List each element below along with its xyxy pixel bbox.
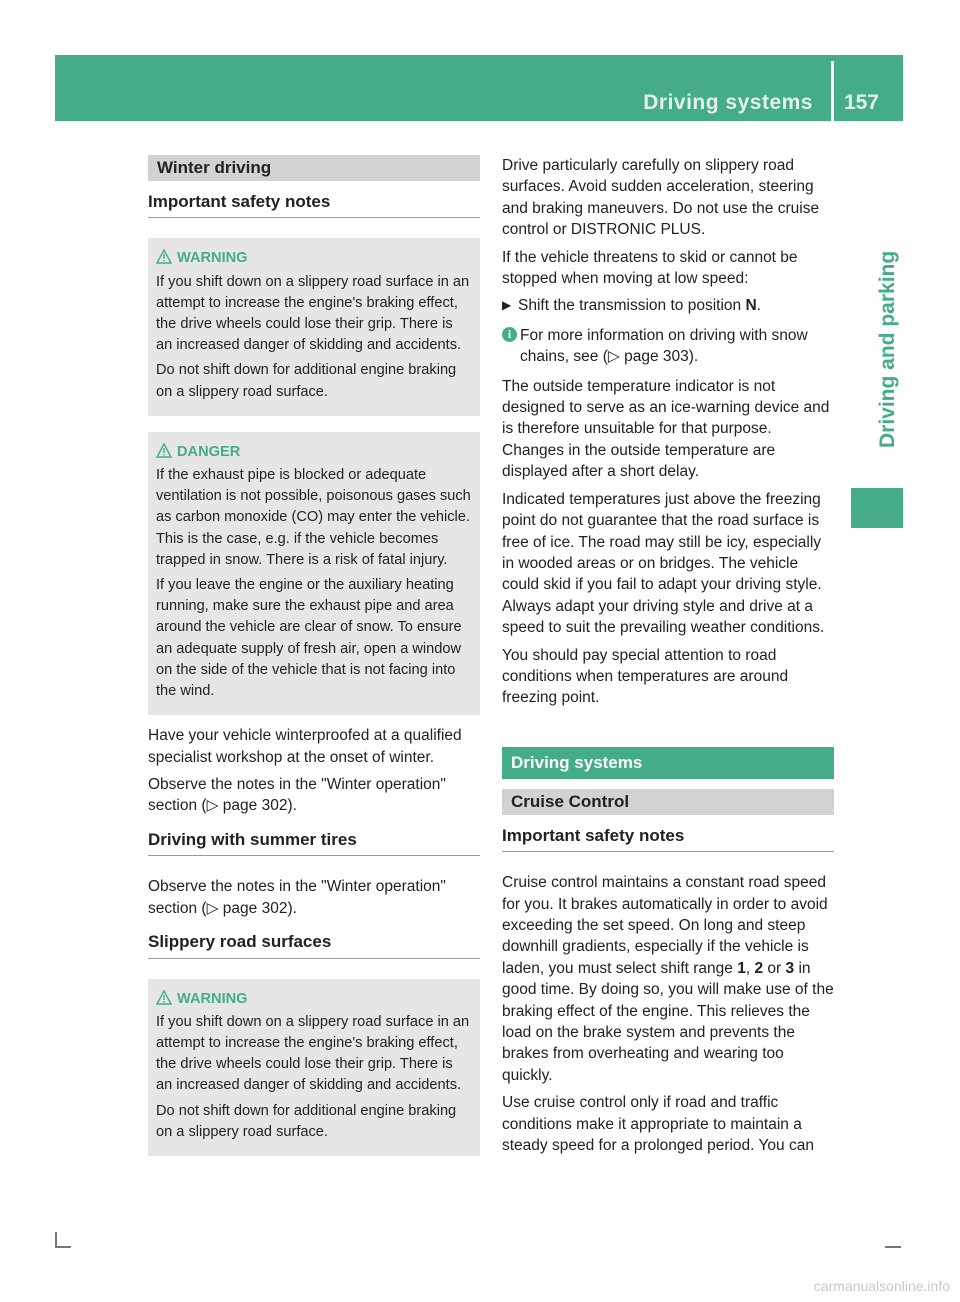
arrow-bullet-icon: ▶ — [502, 298, 512, 313]
warning-text: If you shift down on a slippery road surface in an attempt to increase the engine's braking effect, the drive wheels could lose their grip. There is an increased danger of skidding and accidents. — [156, 1013, 470, 1094]
action-step — [502, 295, 834, 316]
subheading-safety-notes: Important safety notes — [148, 191, 480, 218]
chapter-tab — [851, 121, 903, 488]
gear-position: N — [745, 297, 757, 315]
warning-heading — [156, 248, 472, 269]
chapter-tab-marker — [851, 488, 903, 528]
danger-box — [148, 432, 480, 715]
header-divider — [831, 61, 834, 121]
shift-range-or: or — [767, 959, 782, 977]
info-text: For more information on driving with snow chains, see (▷ page 303). — [520, 326, 808, 366]
warning-triangle-icon — [156, 443, 172, 458]
subheading-summer-tires: Driving with summer tires — [148, 829, 480, 856]
warning-text: If you shift down on a slippery road surface in an attempt to increase the engine's braking effect, the drive wheels could lose their grip. There is an increased danger of skidding and accidents. — [156, 273, 470, 354]
warning-box — [148, 238, 480, 415]
info-icon: i — [502, 327, 517, 342]
body-paragraph: Have your vehicle winterproofed at a qualified specialist workshop at the onset of winter. — [148, 727, 462, 766]
action-step-text: Shift the transmission to position — [518, 297, 742, 315]
cruise-text: Cruise control maintains a constant road speed for you. It brakes automatically in order to avoid exceeding the set speed. On long and steep downhill gradients, especially if the vehicle is laden, you must select shift range — [502, 874, 828, 977]
shift-range-1: 1 — [737, 959, 746, 977]
body-paragraph: The outside temperature indicator is not designed to serve as an ice-warning device and is therefore unsuitable for that purpose. Changes in the outside temperature are displayed after a short delay. — [502, 377, 830, 481]
warning-text: Do not shift down for additional engine braking on a slippery road surface. — [156, 362, 457, 400]
warning-box — [148, 979, 480, 1156]
danger-text: If the exhaust pipe is blocked or adequate ventilation is not possible, poisonous gases such as carbon monoxide (CO) may enter the vehicle. This is the case, e.g. if the vehicle becomes trapped in snow. There is a risk of fatal injury. — [156, 467, 471, 568]
body-paragraph: Drive particularly carefully on slippery road surfaces. Avoid sudden acceleration, steering and braking maneuvers. Do not use the cruise control or DISTRONIC PLUS. — [502, 157, 820, 239]
watermark: carmanualsonline.info — [813, 1278, 950, 1294]
warning-triangle-icon — [156, 249, 172, 264]
body-paragraph: Observe the notes in the "Winter operation" section (▷ page 302). — [148, 878, 446, 917]
shift-range-separator: , — [745, 959, 751, 977]
body-paragraph — [502, 872, 834, 1086]
danger-text: If you leave the engine or the auxiliary heating running, make sure the exhaust pipe and area around the vehicle are clear of snow. To ensure an adequate supply of fresh air, open a window on the side of the vehicle that is not facing into the wind. — [156, 577, 462, 700]
danger-heading — [156, 442, 472, 463]
shift-range-2: 2 — [754, 959, 764, 977]
body-paragraph: Observe the notes in the "Winter operation" section (▷ page 302). — [148, 776, 446, 815]
subheading-slippery-roads: Slippery road surfaces — [148, 931, 480, 958]
subheading-safety-notes: Important safety notes — [502, 825, 834, 852]
right-column — [502, 155, 834, 1162]
section-title-driving-systems: Driving systems — [502, 747, 834, 779]
warning-label: WARNING — [177, 250, 248, 267]
action-step-end: . — [756, 297, 761, 315]
warning-heading — [156, 989, 472, 1010]
warning-text: Do not shift down for additional engine braking on a slippery road surface. — [156, 1102, 457, 1140]
section-title-winter-driving: Winter driving — [148, 155, 480, 181]
cruise-text: in good time. By doing so, you will make use of the braking effect of the engine. This relieves the load on the brake system and prevents the brakes from overheating and wearing too quickly. — [502, 959, 834, 1084]
shift-range-3: 3 — [785, 959, 795, 977]
danger-label: DANGER — [177, 443, 241, 460]
body-paragraph: Indicated temperatures just above the freezing point do not guarantee that the road surface is free of ice. The road may still be icy, especially in wooded areas or on bridges. The vehicle could skid if you fail to adapt your driving style. Always adapt your driving style and drive at a speed to suit the prevailing weather conditions. — [502, 490, 825, 637]
crop-mark — [55, 1246, 71, 1248]
chapter-tab-label: Driving and parking — [876, 250, 899, 448]
info-note — [502, 325, 834, 368]
header-title: Driving systems — [643, 91, 813, 114]
body-paragraph: You should pay special attention to road conditions when temperatures are around freezing point. — [502, 646, 789, 707]
crop-mark — [885, 1246, 901, 1248]
body-paragraph: Use cruise control only if road and traffic conditions make it appropriate to maintain a steady speed for a prolonged period. You can — [502, 1094, 814, 1155]
left-column — [148, 155, 480, 1172]
page-header — [55, 55, 903, 121]
warning-label: WARNING — [177, 990, 248, 1007]
section-title-cruise-control: Cruise Control — [502, 789, 834, 815]
warning-triangle-icon — [156, 990, 172, 1005]
page-number: 157 — [843, 91, 879, 114]
body-paragraph: If the vehicle threatens to skid or cannot be stopped when moving at low speed: — [502, 248, 798, 288]
